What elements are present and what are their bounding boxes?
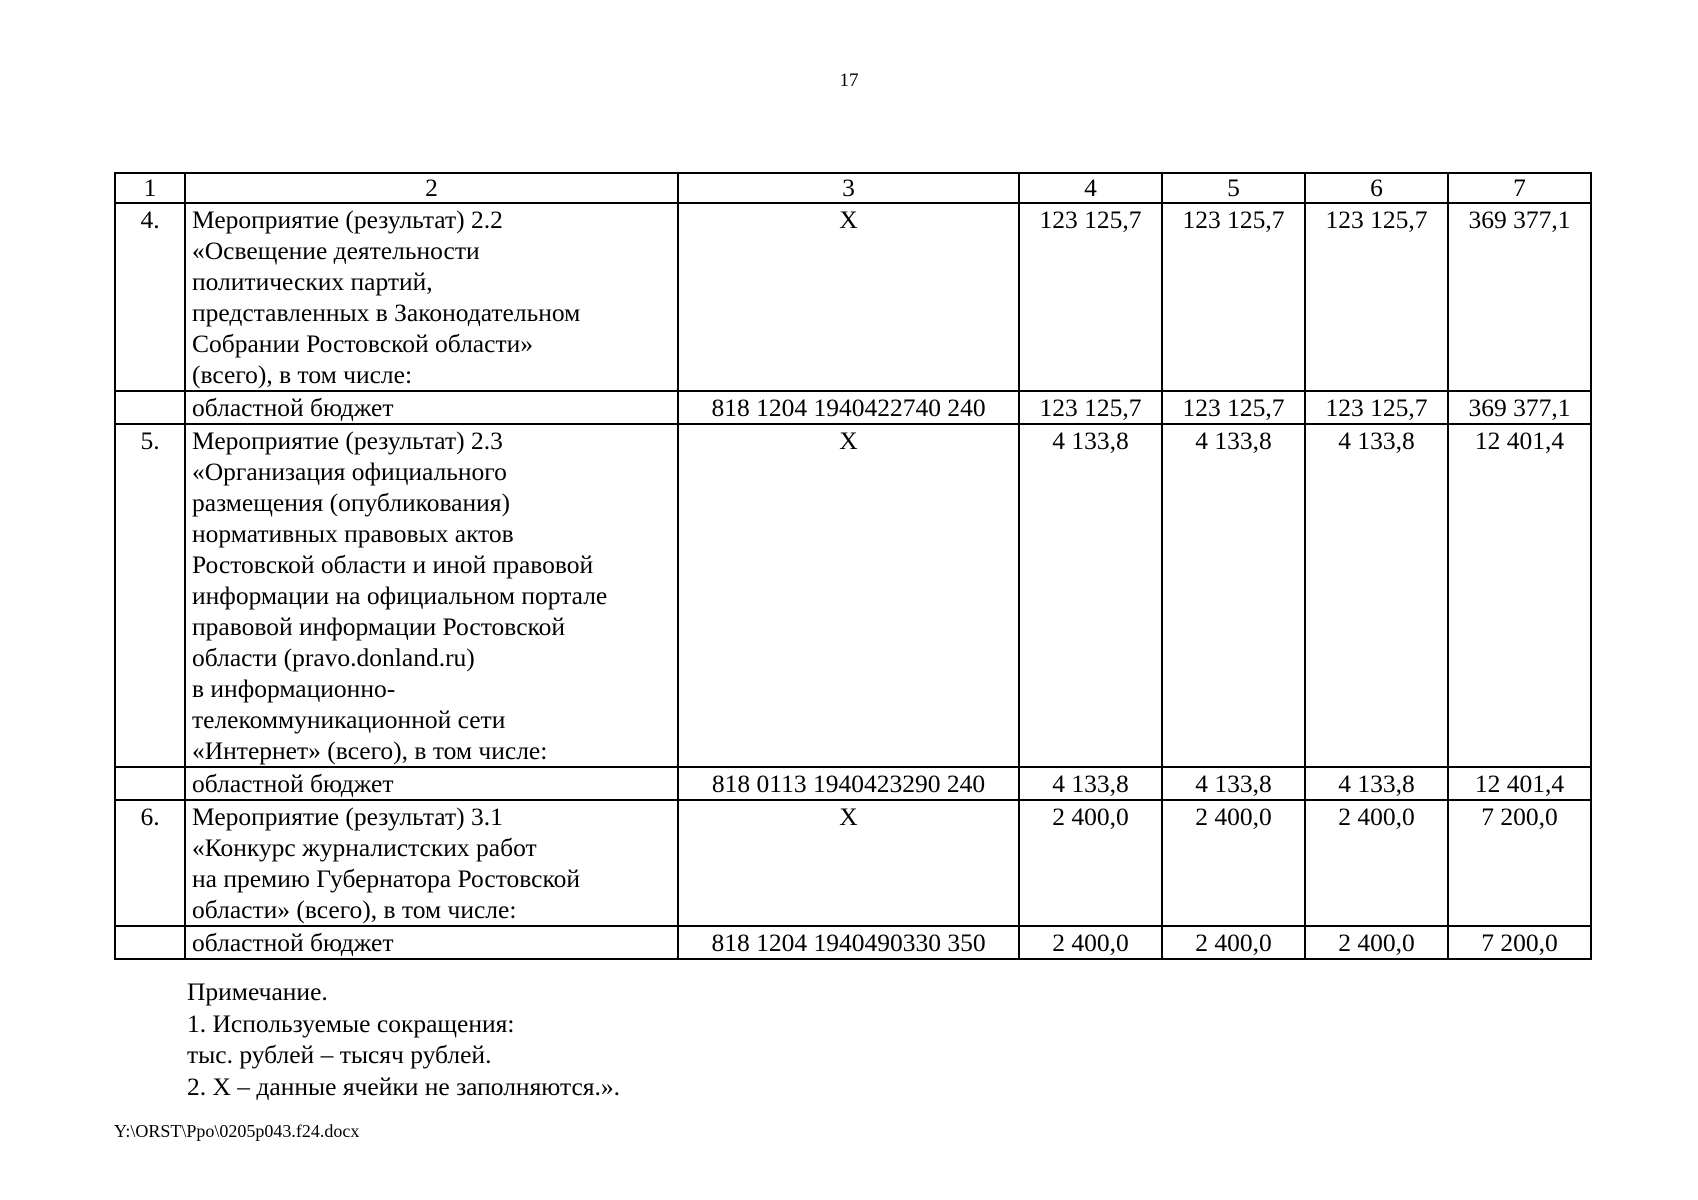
value-col-5: 2 400,0: [1162, 926, 1305, 959]
file-path-footer: Y:\ORST\Ppo\0205p043.f24.docx: [114, 1121, 360, 1141]
row-number: 5.: [115, 424, 185, 767]
notes-block: [187, 976, 620, 1102]
value-col-5: 123 125,7: [1162, 203, 1305, 391]
empty-cell: [115, 767, 185, 800]
title-line: области» (всего), в том числе:: [192, 895, 517, 924]
value-col-6: 4 133,8: [1305, 767, 1448, 800]
table-subrow: [115, 767, 1591, 800]
title-line: представленных в Законодательном: [192, 298, 581, 327]
title-line: Мероприятие (результат) 2.2: [192, 205, 503, 234]
page-number: 17: [839, 70, 859, 91]
note-line: 1. Используемые сокращения:: [187, 1008, 515, 1038]
value-col-4: 4 133,8: [1019, 767, 1162, 800]
title-line: «Организация официального: [192, 457, 507, 486]
budget-code: X: [678, 424, 1019, 767]
budget-code: 818 0113 1940423290 240: [678, 767, 1019, 800]
title-line: нормативных правовых актов: [192, 519, 514, 548]
title-line: Ростовской области и иной правовой: [192, 550, 594, 579]
title-line: информации на официальном портале: [192, 581, 608, 610]
empty-cell: [115, 926, 185, 959]
value-col-6: 2 400,0: [1305, 926, 1448, 959]
title-line: «Освещение деятельности: [192, 236, 480, 265]
title-line: телекоммуникационной сети: [192, 705, 506, 734]
value-col-5: 123 125,7: [1162, 391, 1305, 424]
funding-source: областной бюджет: [185, 767, 678, 800]
table-row: [115, 203, 1591, 391]
row-number: 6.: [115, 800, 185, 926]
table-subrow: [115, 926, 1591, 959]
column-header: 6: [1305, 173, 1448, 203]
value-col-4: 123 125,7: [1019, 203, 1162, 391]
value-col-5: 4 133,8: [1162, 424, 1305, 767]
title-line: Мероприятие (результат) 3.1: [192, 802, 503, 831]
title-line: Мероприятие (результат) 2.3: [192, 426, 503, 455]
title-line: «Интернет» (всего), в том числе:: [192, 736, 548, 765]
value-col-4: 4 133,8: [1019, 424, 1162, 767]
value-col-6: 2 400,0: [1305, 800, 1448, 926]
measure-title: [185, 424, 678, 767]
column-header: 3: [678, 173, 1019, 203]
title-line: области (pravo.donland.ru): [192, 643, 475, 672]
title-line: Собрании Ростовской области»: [192, 329, 533, 358]
value-col-4: 2 400,0: [1019, 800, 1162, 926]
value-col-7: 12 401,4: [1448, 767, 1591, 800]
funding-source: областной бюджет: [185, 926, 678, 959]
table-header-row: [115, 173, 1591, 203]
value-col-6: 123 125,7: [1305, 203, 1448, 391]
budget-code: X: [678, 800, 1019, 926]
column-header: 1: [115, 173, 185, 203]
budget-table: [114, 172, 1592, 960]
title-line: (всего), в том числе:: [192, 360, 413, 389]
table-subrow: [115, 391, 1591, 424]
title-line: в информационно-: [192, 674, 396, 703]
title-line: правовой информации Ростовской: [192, 612, 565, 641]
empty-cell: [115, 391, 185, 424]
value-col-7: 7 200,0: [1448, 800, 1591, 926]
column-header: 7: [1448, 173, 1591, 203]
column-header: 2: [185, 173, 678, 203]
value-col-6: 4 133,8: [1305, 424, 1448, 767]
value-col-5: 4 133,8: [1162, 767, 1305, 800]
value-col-7: 12 401,4: [1448, 424, 1591, 767]
column-header: 5: [1162, 173, 1305, 203]
table-row: [115, 800, 1591, 926]
value-col-5: 2 400,0: [1162, 800, 1305, 926]
budget-code: 818 1204 1940490330 350: [678, 926, 1019, 959]
column-header: 4: [1019, 173, 1162, 203]
note-line: тыс. рублей – тысяч рублей.: [187, 1040, 492, 1069]
note-line: 2. X – данные ячейки не заполняются.».: [187, 1071, 621, 1101]
budget-code: 818 1204 1940422740 240: [678, 391, 1019, 424]
title-line: на премию Губернатора Ростовской: [192, 864, 580, 893]
measure-title: [185, 800, 678, 926]
funding-source: областной бюджет: [185, 391, 678, 424]
title-line: размещения (опубликования): [192, 488, 510, 517]
value-col-6: 123 125,7: [1305, 391, 1448, 424]
row-number: 4.: [115, 203, 185, 391]
value-col-4: 2 400,0: [1019, 926, 1162, 959]
note-line: Примечание.: [187, 977, 328, 1006]
measure-title: [185, 203, 678, 391]
table-row: [115, 424, 1591, 767]
value-col-7: 369 377,1: [1448, 391, 1591, 424]
title-line: «Конкурс журналистских работ: [192, 833, 537, 862]
value-col-4: 123 125,7: [1019, 391, 1162, 424]
title-line: политических партий,: [192, 267, 433, 296]
value-col-7: 369 377,1: [1448, 203, 1591, 391]
value-col-7: 7 200,0: [1448, 926, 1591, 959]
budget-code: X: [678, 203, 1019, 391]
